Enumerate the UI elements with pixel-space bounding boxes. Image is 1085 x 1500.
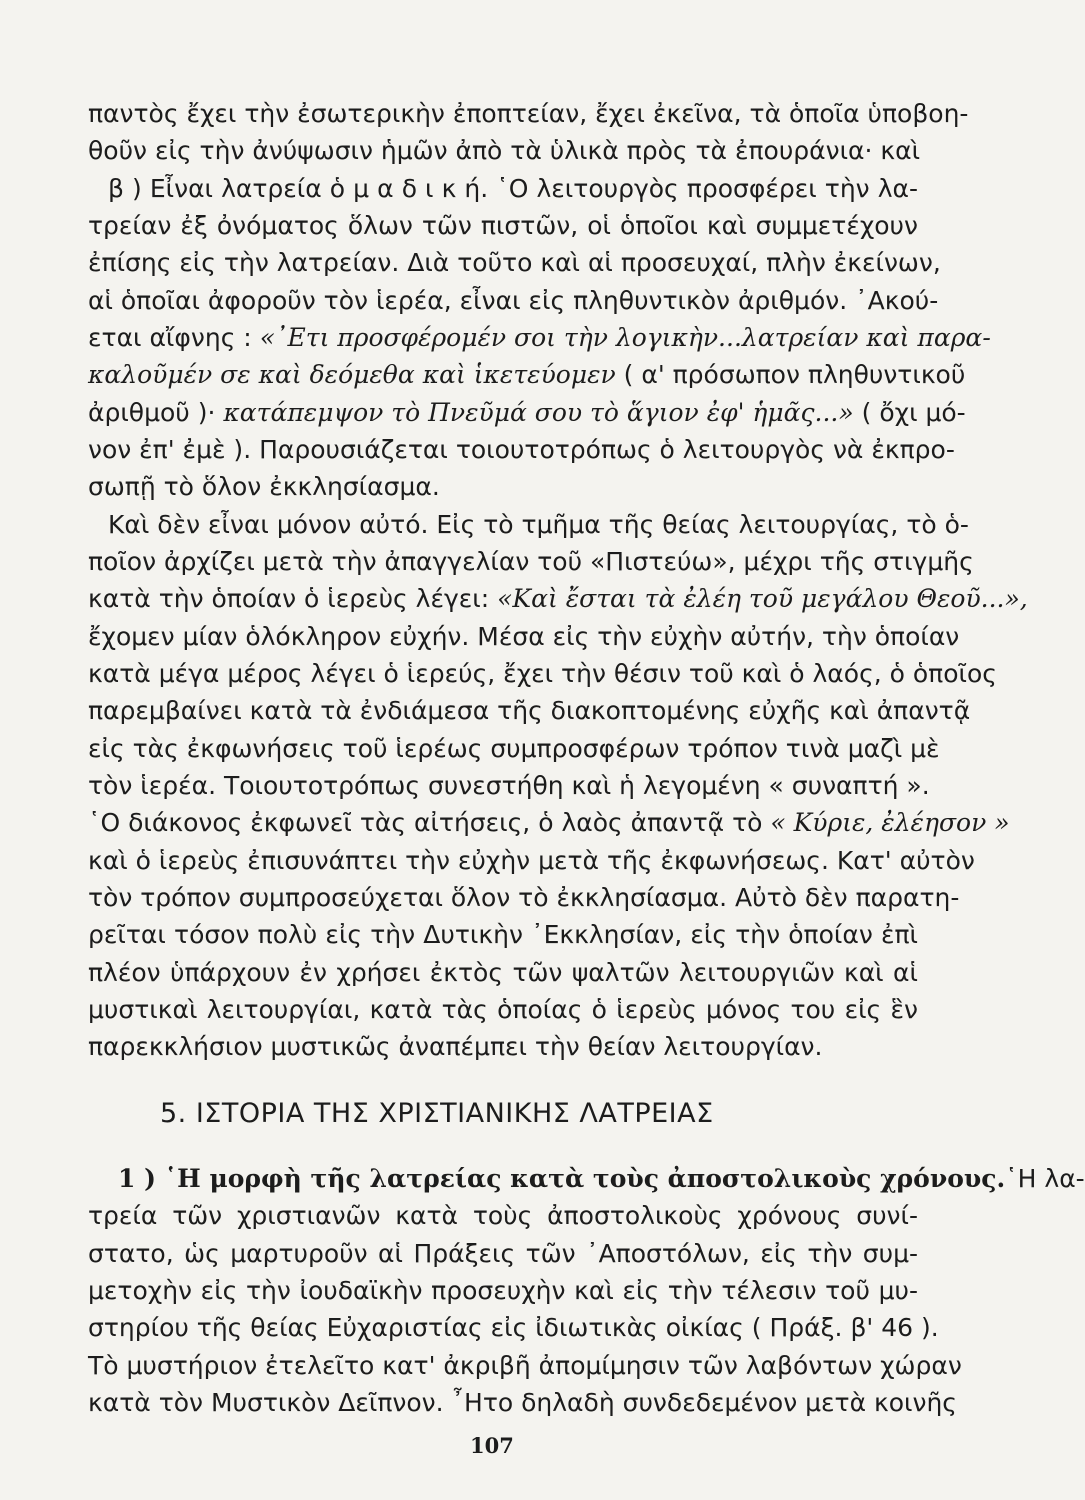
text-line: ἐπίσης εἰς τὴν λατρείαν. Διὰ τοῦτο καὶ αἱ προσευχαί, πλὴν ἐκείνων, [88,248,941,277]
text-run: ῾Η λα- [1005,1164,1085,1193]
text-line: παρεκκλήσιον μυστικῶς ἀναπέμπει τὴν θείαν λειτουργίαν. [88,1032,823,1061]
text-line: νον ἐπ' ἐμὲ ). Παρουσιάζεται τοιουτοτρόπως ὁ λειτουργὸς νὰ ἐκπρο- [88,435,955,464]
text-line: παρεμβαίνει κατὰ τὰ ἐνδιάμεσα τῆς διακοπτομένης εὐχῆς καὶ ἀπαντᾷ [88,696,971,725]
text-line: μυστικαὶ λειτουργίαι, κατὰ τὰς ὁποίας ὁ ἱερεὺς μόνος του εἰς ἓν [88,995,918,1024]
text-line: θοῦν εἰς τὴν ἀνύψωσιν ἡμῶν ἀπὸ τὰ ὑλικὰ πρὸς τὰ ἐπουράνια· καὶ [88,136,921,165]
text-run: ῾Ο διάκονος ἐκφωνεῖ τὰς αἰτήσεις, ὁ λαὸς ἀπαντᾷ τὸ [88,808,771,837]
text-line [88,358,966,392]
text-line: στατο, ὡς μαρτυροῦν αἱ Πράξεις τῶν ᾿Αποστόλων, εἰς τὴν συμ- [88,1239,918,1268]
text-line [88,806,1010,840]
text-line: τὸν ἱερέα. Τοιουτοτρόπως συνεστήθη καὶ ἡ λεγομένη « συναπτή ». [88,771,930,800]
text-run: εται αἴφνης : [88,323,260,352]
subheading-bold: 1 ) ῾Η μορφὴ τῆς λατρείας κατὰ τοὺς ἀποστολικοὺς χρόνους. [118,1164,1006,1193]
quotation-italic: « Κύριε, ἐλέησον » [770,808,1010,837]
text-line: παντὸς ἔχει τὴν ἐσωτερικὴν ἐποπτείαν, ἔχει ἐκεῖνα, τὰ ὁποῖα ὑποβοη- [88,99,969,128]
text-line: ρεῖται τόσον πολὺ εἰς τὴν Δυτικὴν ᾿Εκκλησίαν, εἰς τὴν ὁποίαν ἐπὶ [88,920,918,949]
text-line: κατὰ μέγα μέρος λέγει ὁ ἱερεύς, ἔχει τὴν θέσιν τοῦ καὶ ὁ λαός, ὁ ὁποῖος [88,659,997,688]
text-line: καὶ ὁ ἱερεὺς ἐπισυνάπτει τὴν εὐχὴν μετὰ τῆς ἐκφωνήσεως. Κατ' αὐτὸν [88,846,975,875]
text-run: ( α' πρόσωπον πληθυντικοῦ [615,360,966,389]
quotation-italic: καλοῦμέν σε καὶ δεόμεθα καὶ ἱκετεύομεν [88,360,616,389]
section-heading: 5. ΙΣΤΟΡΙΑ ΤΗΣ ΧΡΙΣΤΙΑΝΙΚΗΣ ΛΑΤΡΕΙΑΣ [160,1098,714,1129]
quotation-italic: «᾿Ετι προσφέρομέν σοι τὴν λογικὴν...λατρείαν καὶ παρα- [259,323,991,352]
text-line: τρεία τῶν χριστιανῶν κατὰ τοὺς ἀποστολικοὺς χρόνους συνί- [88,1201,918,1230]
text-line: β ) Εἶναι λατρεία ὁ μ α δ ι κ ή. ῾Ο λειτουργὸς προσφέρει τὴν λα- [108,174,918,203]
text-line: μετοχὴν εἰς τὴν ἰουδαϊκὴν προσευχὴν καὶ εἰς τὴν τέλεσιν τοῦ μυ- [88,1276,918,1305]
text-line: τρείαν ἐξ ὀνόματος ὅλων τῶν πιστῶν, οἱ ὁποῖοι καὶ συμμετέχουν [88,211,918,240]
quotation-italic: κατάπεμψον τὸ Πνεῦμά σου τὸ ἅγιον ἐφ' ἡμᾶς...» [223,398,854,427]
text-run: ( ὄχι μό- [853,398,966,427]
quotation-italic: «Καὶ ἔσται τὰ ἐλέη τοῦ μεγάλου Θεοῦ...», [497,584,1028,613]
text-line: πλέον ὑπάρχουν ἐν χρήσει ἐκτὸς τῶν ψαλτῶν λειτουργιῶν καὶ αἱ [88,958,918,987]
text-line: ποῖον ἀρχίζει μετὰ τὴν ἀπαγγελίαν τοῦ «Πιστεύω», μέχρι τῆς στιγμῆς [88,547,974,576]
text-run: ἀριθμοῦ )· [88,398,224,427]
page-number: 107 [470,1433,514,1458]
text-line [88,321,991,355]
text-line [88,396,966,430]
text-line: σωπῇ τὸ ὅλον ἐκκλησίασμα. [88,472,440,501]
text-line: κατὰ τὸν Μυστικὸν Δεῖπνον. ῏Ητο δηλαδὴ συνδεδεμένον μετὰ κοινῆς [88,1388,957,1417]
text-run: κατὰ τὴν ὁποίαν ὁ ἱερεὺς λέγει: [88,584,498,613]
text-line: αἱ ὁποῖαι ἀφοροῦν τὸν ἱερέα, εἶναι εἰς πληθυντικὸν ἀριθμόν. ᾿Ακού- [88,286,939,315]
text-line: στηρίου τῆς θείας Εὐχαριστίας εἰς ἰδιωτικὰς οἰκίας ( Πράξ. β' 46 ). [88,1313,939,1342]
text-line: ἔχομεν μίαν ὁλόκληρον εὐχήν. Μέσα εἰς τὴν εὐχὴν αὐτήν, τὴν ὁποίαν [88,622,960,651]
text-line: τὸν τρόπον συμπροσεύχεται ὅλον τὸ ἐκκλησίασμα. Αὐτὸ δὲν παρατη- [88,883,960,912]
text-line: εἰς τὰς ἐκφωνήσεις τοῦ ἱερέως συμπροσφέρων τρόπον τινὰ μαζὶ μὲ [88,734,940,763]
text-line: Καὶ δὲν εἶναι μόνον αὐτό. Εἰς τὸ τμῆμα τῆς θείας λειτουργίας, τὸ ὁ- [108,510,969,539]
text-line [88,582,1028,616]
text-line: Τὸ μυστήριον ἐτελεῖτο κατ' ἀκριβῆ ἀπομίμησιν τῶν λαβόντων χώραν [88,1351,962,1380]
text-line [118,1162,1085,1196]
